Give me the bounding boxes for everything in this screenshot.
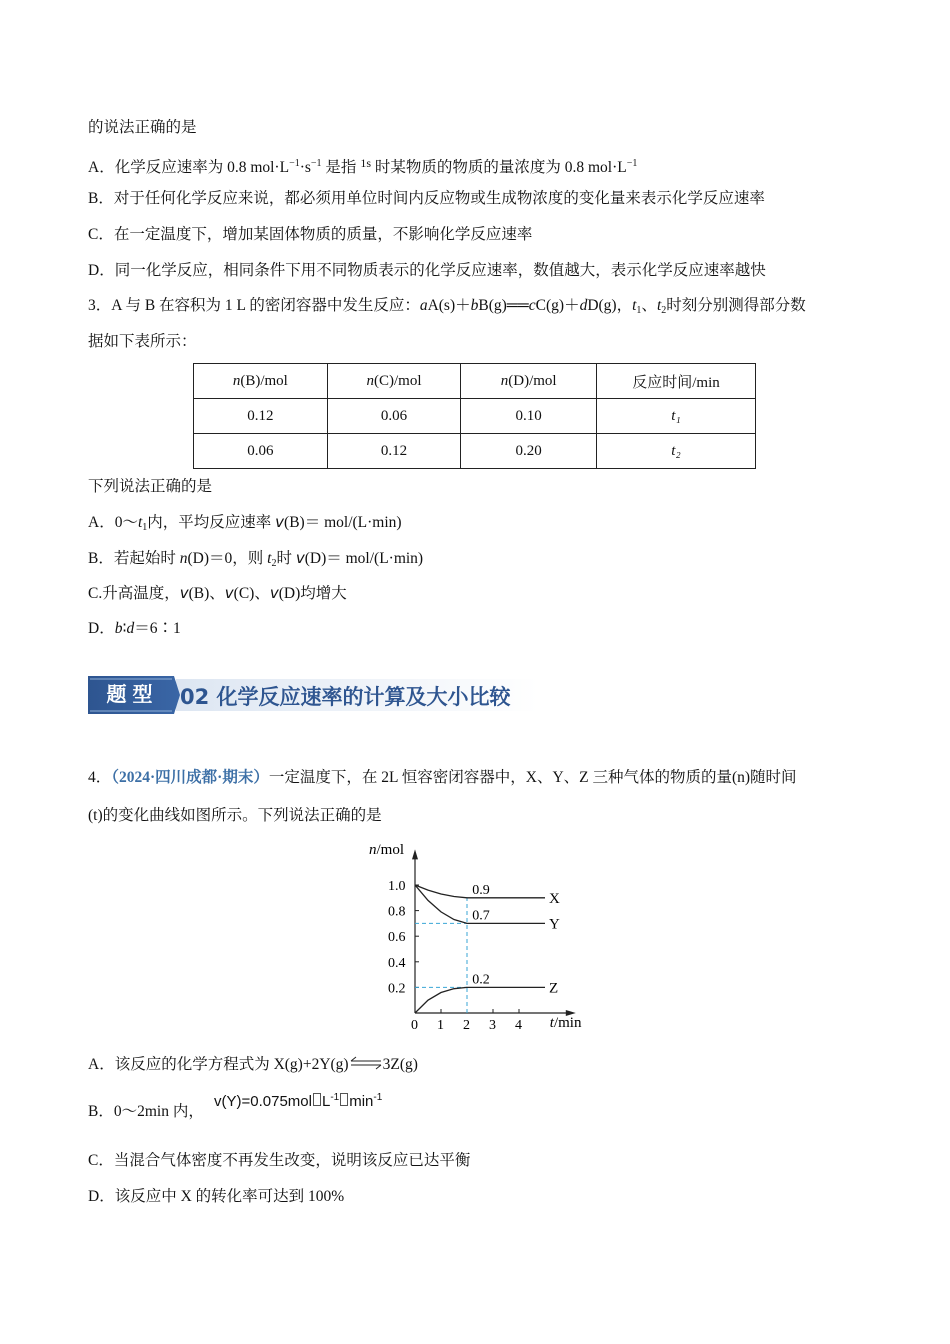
x-tick-label: 0 — [411, 1018, 418, 1033]
q4-option-b: B．0～2min 内， — [88, 1103, 204, 1120]
q3-option-c: C.升高温度，v(B)、v(C)、v(D)均增大 — [88, 584, 347, 602]
series-name-label-y: Y — [549, 916, 560, 933]
x-tick-label: 3 — [489, 1018, 496, 1033]
series-value-label-x: 0.9 — [472, 882, 490, 898]
table-cell: 0.10 — [461, 399, 597, 434]
q4-option-c: C．当混合气体密度不再发生改变，说明该反应已达平衡 — [88, 1152, 471, 1169]
table-cell: 0.12 — [194, 399, 328, 434]
q2-option-d: D．同一化学反应，相同条件下用不同物质表示的化学反应速率，数值越大，表示化学反应速率越快 — [88, 262, 766, 279]
table-header-cell: 反应时间/min — [597, 364, 756, 399]
table-cell: 0.06 — [194, 434, 328, 469]
y-tick-label: 0.4 — [388, 955, 406, 971]
series-value-label-z: 0.2 — [472, 972, 490, 988]
dot-placeholder-icon — [313, 1093, 321, 1106]
y-tick-label: 0.6 — [388, 930, 406, 946]
x-tick-label: 4 — [515, 1018, 522, 1033]
y-tick-label: 0.8 — [388, 904, 406, 920]
table-cell: 0.06 — [327, 399, 461, 434]
y-axis-arrow-icon — [412, 849, 418, 859]
q3-option-b: B．若起始时 n(D)＝0，则 $t_2$时 v(D)＝ mol/(L·min) — [88, 549, 424, 569]
q2-stem-tail: 的说法正确的是 — [88, 119, 197, 136]
table-cell: 0.12 — [327, 434, 461, 469]
q3-option-d: D．b∶d＝6∶1 — [88, 620, 181, 637]
y-axis-label: n/mol — [369, 842, 405, 858]
series-line-z — [415, 987, 545, 1013]
section-title: 02 化学反应速率的计算及大小比较 — [180, 685, 511, 709]
q4-source: （2024·四川成都·期末） — [111, 769, 269, 786]
q4-chart — [355, 835, 595, 1035]
q2-option-a: A．化学反应速率为 0.8 $mol\cdot L^{-1}\cdot s^{-1}$ 是指 $^{1s}$ 时某物质的物质的量浓度为 0.8 $mol\cdot L^{-1}$ — [88, 156, 638, 176]
table-cell: t₂ — [597, 434, 756, 469]
table-header-cell: n(B)/mol — [194, 364, 328, 399]
y-tick-label: 0.2 — [388, 981, 406, 997]
q4-option-b-formula: v(Y)=0.075mol $L^{-1}$ $\min^{-1}$ — [214, 1092, 383, 1110]
section-badge: 题型 — [106, 682, 159, 706]
table-row — [194, 434, 756, 469]
table-header-cell: n(D)/mol — [461, 364, 597, 399]
q3-data-table — [193, 363, 756, 469]
q3-option-a: A．$0\sim t_1$内，平均反应速率 v(B)＝ mol/(L·min) — [88, 513, 402, 533]
q4-stem-line1: 4．（2024·四川成都·期末）一定温度下，在 2L 恒容密闭容器中，X、Y、Z 三种气体的物质的量(n)随时间 — [88, 769, 797, 786]
x-tick-label: 1 — [437, 1018, 444, 1033]
table-cell: t₁ — [597, 399, 756, 434]
x-tick-label: 2 — [463, 1018, 470, 1033]
q3-question-prompt: 下列说法正确的是 — [88, 478, 213, 495]
q2-option-b: B．对于任何化学反应来说，都必须用单位时间内反应物或生成物浓度的变化量来表示化学反应速率 — [88, 190, 765, 207]
q3-stem-line1: 3．A 与 B 在容积为 1 L 的密闭容器中发生反应：aA(s)＋bB(g)══cC(g)＋dD(g)，$t_1$、$t_2$时刻分别测得部分数 — [88, 297, 806, 316]
y-tick-label: 1.0 — [388, 879, 406, 894]
series-value-label-y: 0.7 — [472, 908, 490, 924]
series-name-label-z: Z — [549, 980, 559, 997]
table-cell: 0.20 — [461, 434, 597, 469]
table-header-row — [194, 364, 756, 399]
q3-stem-line2: 据如下表所示： — [88, 333, 197, 350]
q4-option-d: D．该反应中 X 的转化率可达到 100% — [88, 1188, 345, 1205]
dot-placeholder-icon — [340, 1093, 348, 1106]
q4-option-a: A．该反应的化学方程式为 X(g)+2Y(g) 3Z(g) — [88, 1056, 418, 1073]
x-axis-label: t/min — [549, 1015, 582, 1031]
table-row — [194, 399, 756, 434]
q2-option-c: C．在一定温度下，增加某固体物质的质量，不影响化学反应速率 — [88, 226, 533, 243]
table-header-cell: n(C)/mol — [327, 364, 461, 399]
equilibrium-arrow-icon — [349, 1056, 383, 1070]
q4-stem-line2: (t)的变化曲线如图所示。下列说法正确的是 — [88, 807, 382, 824]
series-name-label-x: X — [549, 890, 560, 907]
